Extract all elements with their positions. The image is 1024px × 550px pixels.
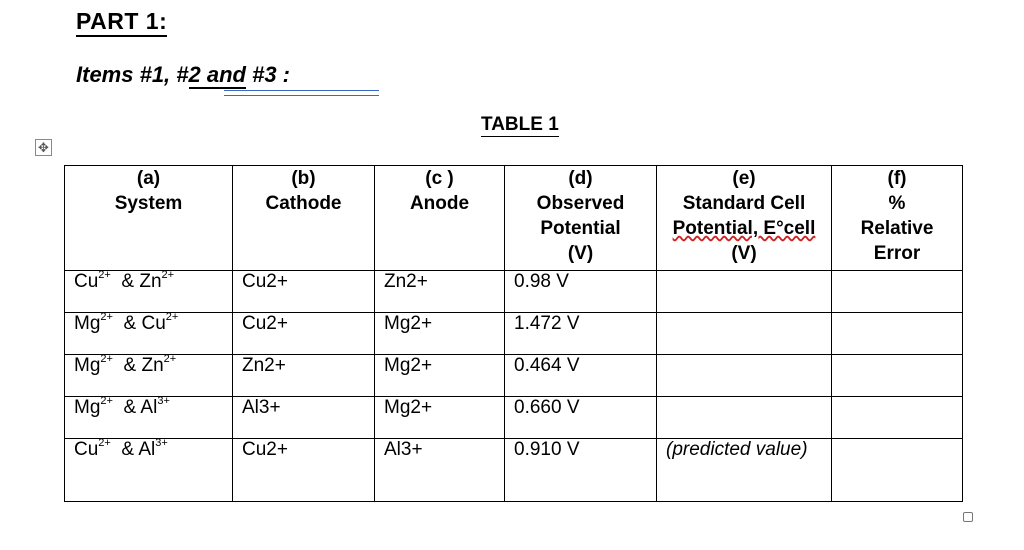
cell-anode[interactable]: Mg2+ xyxy=(375,397,505,439)
header-anode[interactable]: (c ) Anode xyxy=(375,166,505,271)
header-row xyxy=(65,166,963,271)
header-standard[interactable]: (e) Standard Cell Potential, E°cell (V) xyxy=(657,166,832,271)
cell-error[interactable] xyxy=(832,313,963,355)
cell-standard[interactable]: (predicted value) xyxy=(657,439,832,502)
cell-anode[interactable]: Zn2+ xyxy=(375,271,505,313)
header-observed[interactable]: (d) Observed Potential (V) xyxy=(505,166,657,271)
cell-cathode[interactable]: Al3+ xyxy=(233,397,375,439)
resize-handle-icon[interactable] xyxy=(963,512,973,522)
cell-error[interactable] xyxy=(832,271,963,313)
cell-standard[interactable] xyxy=(657,313,832,355)
cell-cathode[interactable]: Cu2+ xyxy=(233,439,375,502)
header-system[interactable]: (a) System xyxy=(65,166,233,271)
cell-system[interactable]: $Mg^{2+}$ & $Zn^{2+}$ xyxy=(65,355,233,397)
cell-system[interactable]: $Cu^{2+}$ & $Al^{3+}$ xyxy=(65,439,233,502)
table-row xyxy=(65,439,963,502)
cell-cathode[interactable]: Cu2+ xyxy=(233,271,375,313)
table-row xyxy=(65,397,963,439)
cell-observed[interactable]: 0.464 V xyxy=(505,355,657,397)
items-suffix: #3 : xyxy=(245,62,291,87)
grammar-mark xyxy=(224,90,379,96)
items-underlined: 2 and xyxy=(188,62,246,87)
items-title xyxy=(76,62,290,88)
table-row xyxy=(65,271,963,313)
header-cathode[interactable]: (b) Cathode xyxy=(233,166,375,271)
table-row xyxy=(65,355,963,397)
cell-observed[interactable]: 1.472 V xyxy=(505,313,657,355)
cell-observed[interactable]: 0.910 V xyxy=(505,439,657,502)
header-error[interactable]: (f) % Relative Error xyxy=(832,166,963,271)
cell-error[interactable] xyxy=(832,397,963,439)
results-table xyxy=(64,165,963,502)
cell-system[interactable]: $Cu^{2+}$ & $Zn^{2+}$ xyxy=(65,271,233,313)
cell-standard[interactable] xyxy=(657,397,832,439)
cell-cathode[interactable]: Cu2+ xyxy=(233,313,375,355)
cell-standard[interactable] xyxy=(657,355,832,397)
table-row xyxy=(65,313,963,355)
table-title: TABLE 1 xyxy=(481,114,559,135)
cell-standard[interactable] xyxy=(657,271,832,313)
cell-system[interactable]: $Mg^{2+}$ & $Al^{3+}$ xyxy=(65,397,233,439)
cell-anode[interactable]: Mg2+ xyxy=(375,355,505,397)
cell-system[interactable]: $Mg^{2+}$ & $Cu^{2+}$ xyxy=(65,313,233,355)
cell-observed[interactable]: 0.660 V xyxy=(505,397,657,439)
cell-error[interactable] xyxy=(832,439,963,502)
cell-observed[interactable]: 0.98 V xyxy=(505,271,657,313)
part-title: PART 1: xyxy=(76,8,167,37)
cell-anode[interactable]: Al3+ xyxy=(375,439,505,502)
cell-cathode[interactable]: Zn2+ xyxy=(233,355,375,397)
cell-anode[interactable]: Mg2+ xyxy=(375,313,505,355)
items-prefix: Items #1, # xyxy=(76,62,189,87)
move-handle-icon[interactable]: ✥ xyxy=(35,139,52,156)
e-cell-text: Potential, E°cell xyxy=(672,218,816,239)
cell-error[interactable] xyxy=(832,355,963,397)
